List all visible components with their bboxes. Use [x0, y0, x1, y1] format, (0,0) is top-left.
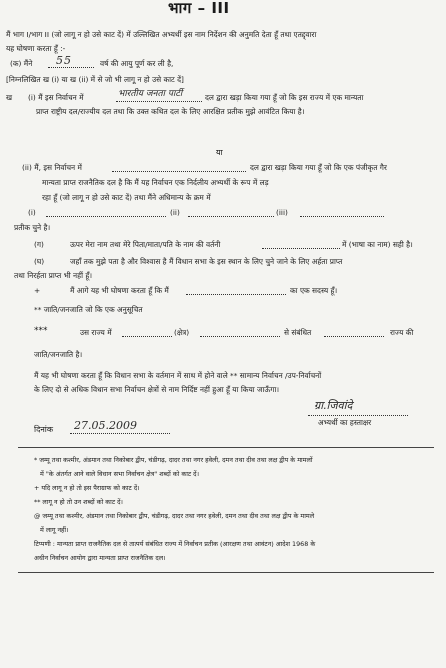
community-blank [186, 294, 286, 295]
footnote-double-star: ** लागू न हो तो उन शब्दों को काट दें। [34, 498, 123, 506]
plus-marker: + [34, 286, 41, 295]
clause-gha-text: जहाँ तक मुझे पता है और विश्वास है मैं विधान सभा के इस स्थान के लिए चुने जाने के लिए अर्हता प्राप्त [70, 257, 343, 266]
clause-ka-label: (क) मैंने [10, 59, 33, 68]
candidate-signature: ग्रा.जिवांदे [314, 399, 353, 412]
signature-blank [308, 415, 408, 416]
or-separator: या [216, 148, 223, 157]
party-blank [116, 101, 202, 102]
area-blank [200, 336, 280, 337]
date-label: दिनांक [34, 425, 53, 434]
symbol-chosen-line: प्रतीक चुने है। [14, 223, 51, 232]
symbol-choice-3-blank [300, 216, 384, 217]
clause-ka-text: वर्ष की आयु पूर्ण कर ली है, [100, 59, 174, 68]
clause-ga-end: में (भाषा का नाम) सही है। [342, 240, 413, 249]
caste-end-line: जाति/जनजाति है। [34, 350, 83, 359]
intro-line: मैं भाग I/भाग II (जो लागू न हो उसे काट दें) में उल्लिखित अभ्यर्थी इस नाम निर्देशन की अनुमति देता हूँ तथा एतद्द्वारा [6, 30, 317, 39]
election-declaration: मैं यह भी घोषणा करता हूँ कि विधान सभा के वर्तमान में साथ में होने वाले ** सामान्य निर्वाचन /उप-निर्वाचनों [34, 371, 322, 380]
clause-kha-ii-end: दल द्वारा खड़ा किया गया हूँ जो कि एक पंजीकृत गैर [250, 163, 387, 172]
language-blank [262, 248, 340, 249]
clause-kha-ii-cont2: रहा हूँ (जो लागू न हो उसे काट दें) तथा मैंने अधिमान्य के क्रम में [42, 193, 211, 202]
symbol-choice-1-blank [46, 216, 166, 217]
clause-kha-label: ख [6, 93, 13, 102]
declaration-line: यह घोषणा करता हूँ :- [6, 44, 66, 53]
clause-gha-cont: तथा निरर्हता प्राप्त भी नहीं हूँ। [14, 271, 93, 280]
state-of-label: राज्य की [390, 328, 414, 337]
related-label: से संबंधित [284, 328, 312, 337]
footnote-divider-bottom [18, 572, 434, 573]
clause-kha-i-end: दल द्वारा खड़ा किया गया हूँ जो कि इस राज्य में एक मान्यता [205, 93, 364, 102]
age-handwritten: 55 [56, 54, 72, 67]
instruction-line: [निम्नलिखित ख (i) या ख (ii) में से जो भी लागू न हो उसे काट दें] [6, 75, 184, 84]
clause-ga-text: ऊपर मेरा नाम तथा मेरे पिता/माता/पति के नाम की वर्तनी [70, 240, 221, 249]
clause-kha-ii-start: (ii) मैं, इस निर्वाचन में [22, 163, 82, 172]
triple-star-marker: *** [34, 326, 48, 336]
area-label: (क्षेत्र) [174, 328, 190, 337]
membership-end: का एक सदस्य हूँ। [290, 286, 338, 295]
age-blank [48, 67, 94, 68]
symbol-choice-2-label: (ii) [170, 208, 180, 217]
clause-kha-i-cont: प्राप्त राष्ट्रीय दल/राज्यीय दल तथा कि उक्त कथित दल के लिए आरक्षित प्रतीक मुझे आवंटित किया है। [36, 107, 305, 116]
membership-declaration: मैं आगे यह भी घोषणा करता हूँ कि मैं [70, 286, 169, 295]
footnote-1: * जम्मू तथा कश्मीर, अंडमान तथा निकोबार द्वीप, चंडीगढ़, दादर तथा नगर हवेली, दमन तथा दीव तथा लक्ष द्वीप के मामलों [34, 456, 313, 464]
footnote-plus: + यदि लागू न हो तो इस पैराग्राफ को काट दें। [34, 484, 140, 492]
date-handwritten: 27.05.2009 [74, 419, 137, 432]
symbol-choice-2-blank [188, 216, 274, 217]
footnote-at: @ जम्मू तथा कश्मीर, अंडमान तथा निकोबार द्वीप, चंडीगढ़, दादर तथा नगर हवेली, दमन तथा दीव तथा लक्ष द्वीप के मामले [34, 512, 315, 520]
footnote-note: टिप्पणी : मान्यता प्राप्त राजनैतिक दल से तात्पर्य संबंधित राज्य में निर्वाचन प्रतीक (आरक्षण तथा आवंटन) आदेश 1968 के [34, 540, 316, 548]
footnote-divider-top [18, 447, 434, 448]
party-blank-2 [112, 171, 246, 172]
party-handwritten: भारतीय जनता पार्टी [118, 89, 183, 99]
date-blank [70, 433, 170, 434]
footnote-note-cont: अधीन निर्वाचन आयोग द्वारा मान्यता प्राप्त राजनैतिक दल। [34, 554, 166, 562]
clause-kha-ii-cont1: मान्यता प्राप्त राजनैतिक दल है कि मैं यह निर्वाचन एक निर्दलीय अभ्यर्थी के रूप में लड़ [42, 178, 269, 187]
state-line-start: उस राज्य में [80, 328, 112, 337]
signature-label: अभ्यर्थी का हस्ताक्षर [318, 418, 372, 427]
state-blank [122, 336, 172, 337]
clause-ga-label: (ग) [34, 240, 44, 249]
related-blank [324, 336, 384, 337]
clause-gha-label: (घ) [34, 257, 45, 266]
election-declaration-cont: के लिए दो से अधिक विधान सभा निर्वाचन क्षेत्रों से नाम निर्दिष्ट नहीं हुआ हूँ या किया जाऊँगा। [34, 385, 280, 394]
caste-line: ** जाति/जनजाति जो कि एक अनुसूचित [34, 305, 143, 314]
page-title: भाग – III [168, 0, 230, 17]
symbol-choice-1-label: (i) [28, 208, 36, 217]
footnote-1-cont: में "के अंतर्गत आने वाले विधान सभा निर्वाचन क्षेत्र" शब्दों को काट दें। [40, 470, 199, 478]
footnote-at-cont: में लागू नहीं। [40, 526, 69, 534]
symbol-choice-3-label: (iii) [276, 208, 288, 217]
clause-kha-i-start: (i) मैं इस निर्वाचन में [28, 93, 84, 102]
